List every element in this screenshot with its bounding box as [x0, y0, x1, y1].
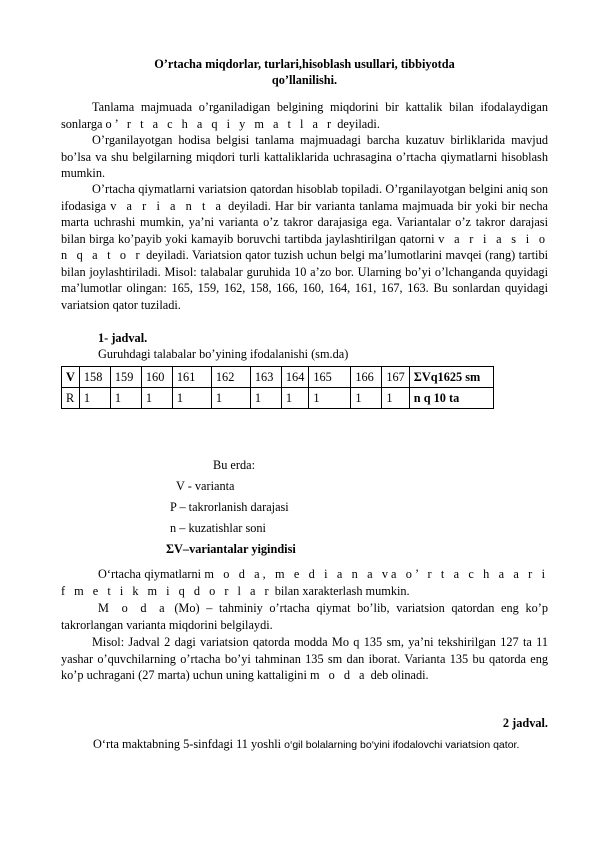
table2-heading: 2 jadval.: [502, 716, 548, 730]
paragraph-3: [61, 181, 548, 313]
p7-text-a: O‘rta maktabning 5-sinfdagi 11 yoshli: [93, 737, 282, 751]
p6-text-a: Misol: Jadval 2 dagi variatsion qatorda modda Mo q 135 sm, ya’ni tekshirilgan 127 ta 11 yashar o’quvchilarning o’rtacha bo’yi tahminan 135 sm dan iborat. Varianta 135 bu qatorda eng ko’p uchragani (27 marta) uchun uning kattaligini: [61, 635, 548, 682]
p1-term: o’ r t a c h a q i y m a t l a r: [105, 116, 335, 131]
p3-text-c: deyiladi. Variatsion qator tuzish uchun belgi ma’lumotlarini mavqei (rang) tartibi bilan joylashtiriladi. Misol: talabalar guruhida 10 a’zo bor. Ularning bo’yi o’lchanganda quyidagi ma’lumotlar olingan: 165, 159, 162, 158, 166, 160, 164, 161, 167, 163. Bu sonlardan quyidagi variatsion qator tuziladi.: [61, 248, 549, 312]
legend-sv: ΣV–variantalar yigindisi: [166, 542, 296, 556]
document-title-line2: qo’llanilishi.: [271, 73, 338, 87]
document-title-line1: O’rtacha miqdorlar, turlari,hisoblash usullari, tibbiyotda: [154, 57, 455, 71]
p1-end: deyiladi.: [337, 116, 380, 131]
table-cell: V: [62, 367, 80, 388]
table-cell: 163: [250, 367, 281, 388]
p3-term-varianta: v a r i a n t a: [110, 198, 224, 213]
p4-text-b: bilan xarakterlash mumkin.: [274, 583, 410, 598]
table-cell: 166: [351, 367, 382, 388]
p4-terms: m o d a, m e d i a n a va o’ r t a c h a a r i f m e t i k m i q d o r l a r: [61, 567, 548, 598]
table-cell: 1: [141, 388, 172, 409]
table-cell: 1: [382, 388, 409, 409]
legend-p: P – takrorlanish darajasi: [170, 500, 289, 514]
table-cell: 164: [281, 367, 308, 388]
paragraph-7: [56, 736, 543, 754]
table-cell: 159: [110, 367, 141, 388]
legend-title: Bu erda:: [213, 458, 256, 472]
paragraph-5: [61, 600, 548, 633]
p1-text: Tanlama majmuada o’rganiladigan belgining miqdorini bir kattalik bilan ifodalaydigan sonlarga: [61, 100, 548, 131]
paragraph-2: O’rganilayotgan hodisa belgisi tanlama majmuadagi barcha kuzatuv birliklarida mavjud bo’lsa va shu belgilarning miqdori turli kattaliklarida uchrasagina o’rtacha qiymatlarni hisoblash mumkin.: [61, 133, 548, 180]
legend-n: n – kuzatishlar soni: [170, 521, 266, 535]
table-cell: 1: [110, 388, 141, 409]
p4-text-a: O‘rtacha qiymatlarni: [98, 567, 202, 581]
table-row-v: [62, 367, 494, 388]
table-row-r: [62, 388, 494, 409]
p3-term-variatsion-qator: v a r i a s i o n q a t o r: [61, 231, 549, 262]
table-cell: 1: [211, 388, 250, 409]
p3-text-b: deyiladi. Har bir varianta tanlama majmuada bir yoki bir necha marta uchrashi mumkin, ya’ni varianta o’z takror darajasiga ega. Variantalar o’z takror darajasi bilan birga ko’payib yoki kamayib boruvchi tartibda jaylashtirilgan qatorni: [61, 198, 549, 246]
table-cell: 1: [351, 388, 382, 409]
table-cell: 162: [211, 367, 250, 388]
table-cell: 160: [141, 367, 172, 388]
table-cell: ΣVq1625 sm: [409, 367, 493, 388]
table-cell: 1: [309, 388, 351, 409]
table-cell: 1: [281, 388, 308, 409]
p5-term: M o d a: [98, 601, 168, 615]
p6-term: m o d a: [309, 668, 368, 682]
paragraph-4: [61, 566, 548, 599]
paragraph-6: [61, 634, 548, 684]
table-cell: R: [62, 388, 80, 409]
table1-caption: Guruhdagi talabalar bo’yining ifodalanishi (sm.da): [98, 347, 349, 361]
paragraph-1: [61, 99, 548, 132]
table-cell: 167: [382, 367, 409, 388]
p5-text: (Mo) – tahminiy o’rtacha qiymat bo’lib, variatsion qatordan eng ko’p takrorlangan varianta miqdorini belgilaydi.: [61, 601, 548, 632]
table-cell: n q 10 ta: [409, 388, 493, 409]
table-cell: 1: [172, 388, 211, 409]
legend-v: V - varianta: [176, 479, 235, 493]
table-cell: 161: [172, 367, 211, 388]
p7-text-b: o‘gil bolalarning bo‘yini ifodalovchi variatsion qator.: [284, 739, 520, 751]
table-cell: 1: [79, 388, 110, 409]
table-cell: 165: [309, 367, 351, 388]
table1-heading: 1- jadval.: [98, 331, 148, 345]
table-1: [61, 366, 494, 409]
table-cell: 158: [79, 367, 110, 388]
p3-text-a: O’rtacha qiymatlarni variatsion qatordan hisoblab topiladi. O’rganilayotgan belgini aniq son ifodasiga: [61, 182, 548, 213]
table-cell: 1: [250, 388, 281, 409]
p6-text-b: deb olinadi.: [370, 668, 429, 682]
